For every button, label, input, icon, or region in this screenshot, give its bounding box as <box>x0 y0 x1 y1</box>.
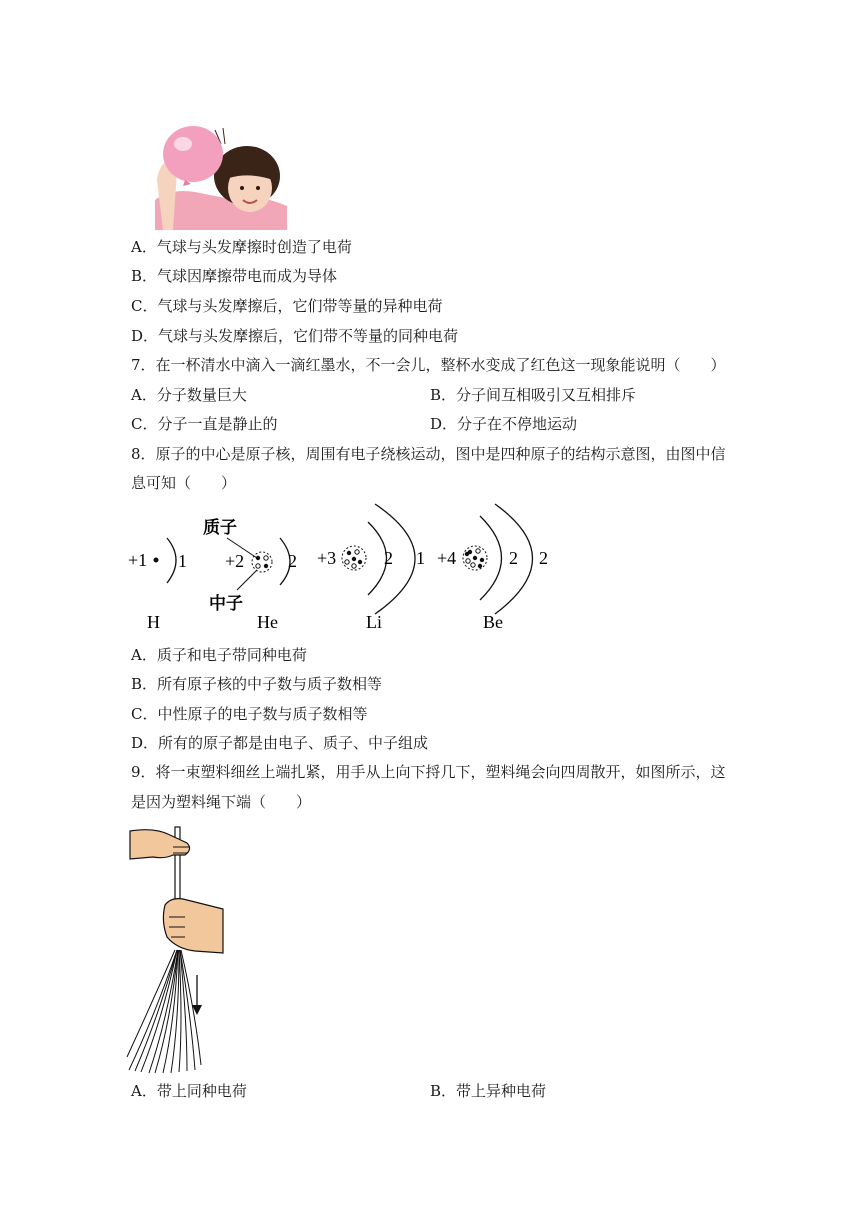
be-shell-2-count: 2 <box>539 548 548 568</box>
q6-option-b: B．气球因摩擦带电而成为导体 <box>131 267 338 285</box>
neutron-pointer <box>237 570 257 590</box>
neutron-label: 中子 <box>209 594 243 614</box>
li-shell-1-count: 2 <box>384 548 393 568</box>
q7-option-a: A．分子数量巨大 <box>131 386 247 404</box>
h-symbol: H <box>147 612 160 632</box>
q8-stem-line1: 8．原子的中心是原子核，周围有电子绕核运动，图中是四种原子的结构示意图，由图中信 <box>131 445 726 463</box>
bottom-hand-icon <box>163 899 223 953</box>
proton-label: 质子 <box>203 518 237 538</box>
li-nucleus-label: +3 <box>317 548 337 568</box>
top-hand-icon <box>130 830 190 859</box>
q9-option-b: B．带上异种电荷 <box>430 1082 547 1100</box>
be-symbol: Be <box>483 612 503 632</box>
q6-option-c: C．气球与头发摩擦后，它们带等量的异种电荷 <box>131 297 443 315</box>
q8-stem-line2: 息可知（ ） <box>131 474 237 492</box>
he-nucleus-label: +2 <box>225 551 245 571</box>
q8-option-a: A．质子和电子带同种电荷 <box>131 646 307 664</box>
q7-option-d: D．分子在不停地运动 <box>430 415 578 433</box>
be-nucleus-label: +4 <box>437 548 457 568</box>
q8-option-c: C．中性原子的电子数与质子数相等 <box>131 705 368 723</box>
q7-stem: 7．在一杯清水中滴入一滴红墨水，不一会儿，整杯水变成了红色这一现象能说明（ ） <box>131 356 726 374</box>
q9-option-a: A．带上同种电荷 <box>131 1082 247 1100</box>
li-shell-2 <box>375 504 415 614</box>
he-nucleus <box>252 552 272 572</box>
plastic-strings-figure <box>125 825 235 1075</box>
q6-option-d: D．气球与头发摩擦后，它们带不等量的同种电荷 <box>131 327 459 345</box>
he-symbol: He <box>257 612 278 632</box>
atom-structure-diagram <box>125 500 565 640</box>
li-symbol: Li <box>366 612 382 632</box>
q9-stem-line1: 9．将一束塑料细丝上端扎紧，用手从上向下捋几下，塑料绳会向四周散开，如图所示，这 <box>131 763 726 781</box>
h-shell-1-count: 1 <box>178 551 187 571</box>
q8-option-d: D．所有的原子都是由电子、质子、中子组成 <box>131 734 429 752</box>
be-shell-1-count: 2 <box>509 548 518 568</box>
h-shell-1 <box>167 538 176 583</box>
be-shell-1 <box>480 516 502 600</box>
he-shell-1-count: 2 <box>288 551 297 571</box>
q8-option-b: B．所有原子核的中子数与质子数相等 <box>131 675 383 693</box>
q9-stem-line2: 是因为塑料绳下端（ ） <box>131 793 312 811</box>
q6-option-a: A．气球与头发摩擦时创造了电荷 <box>131 238 352 256</box>
balloon-hair-photo <box>155 120 287 230</box>
li-shell-2-count: 1 <box>416 548 425 568</box>
h-nucleus-label: +1 <box>128 550 148 570</box>
h-nucleus-dot <box>154 558 159 563</box>
q7-option-c: C．分子一直是静止的 <box>131 415 278 433</box>
q7-option-b: B．分子间互相吸引又互相排斥 <box>430 386 637 404</box>
plastic-strings <box>127 950 201 1073</box>
